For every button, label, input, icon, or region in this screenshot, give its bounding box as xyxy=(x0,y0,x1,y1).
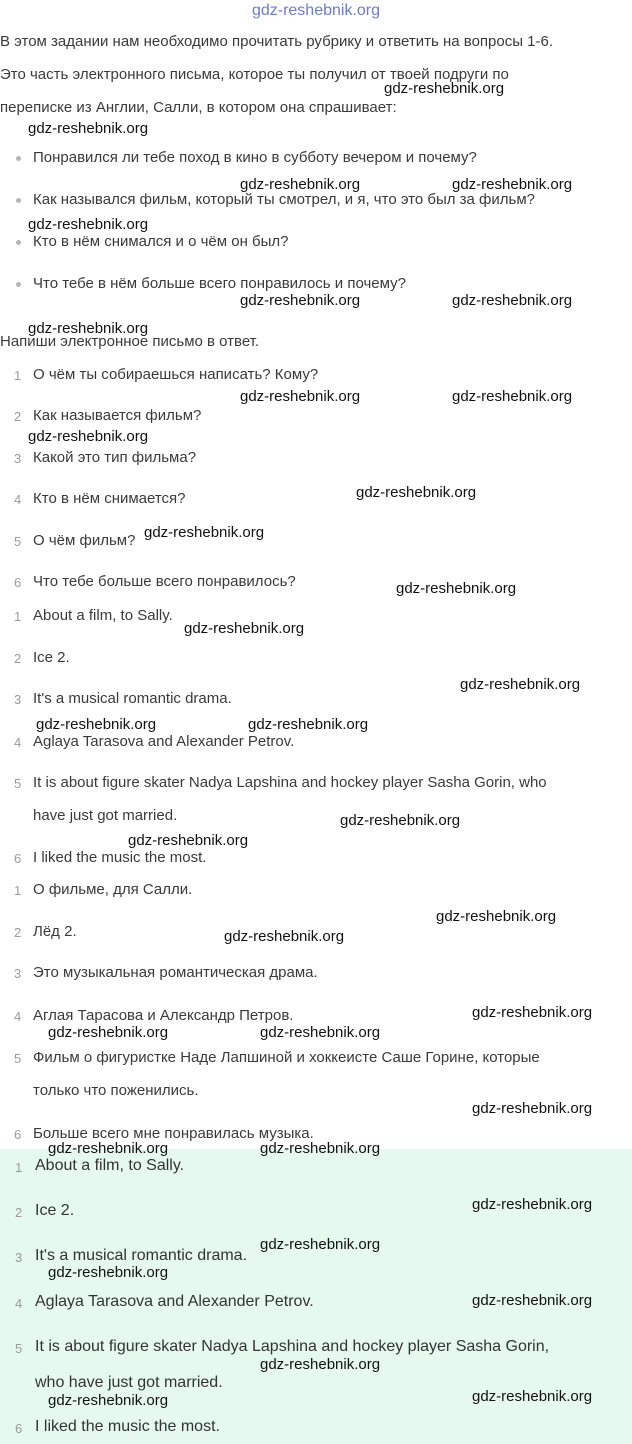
intro-line-1: В этом задании нам необходимо прочитать рубрику и ответить на вопросы 1-6. xyxy=(0,33,554,50)
final-answer-text: It is about figure skater Nadya Lapshina and hockey player Sasha Gorin, xyxy=(35,1338,550,1355)
watermark: gdz-reshebnik.org xyxy=(452,292,573,309)
answer-text: Фильм о фигуристке Наде Лапшиной и хоккеисте Саше Горине, которые xyxy=(33,1049,540,1066)
watermark: gdz-reshebnik.org xyxy=(28,428,149,445)
watermark: gdz-reshebnik.org xyxy=(240,388,361,405)
watermark: gdz-reshebnik.org xyxy=(452,388,573,405)
watermark: gdz-reshebnik.org xyxy=(460,676,581,693)
answer-text: It is about figure skater Nadya Lapshina and hockey player Sasha Gorin, who xyxy=(33,774,547,791)
final-answer-text: It's a musical romantic drama. xyxy=(35,1247,248,1264)
answer-text: Аглая Тарасова и Александр Петров. xyxy=(33,1007,294,1024)
answer-number: 6 xyxy=(14,1127,22,1142)
question-text: Что тебе больше всего понравилось? xyxy=(33,573,296,590)
watermark: gdz-reshebnik.org xyxy=(184,620,305,637)
question-number: 2 xyxy=(14,409,22,424)
bullet-item: Понравился ли тебе поход в кино в субботу вечером и почему? xyxy=(33,149,477,166)
bullet-item: Что тебе в нём больше всего понравилось и почему? xyxy=(33,275,406,292)
final-answer-text: Ice 2. xyxy=(35,1202,75,1219)
final-answer-number: 6 xyxy=(15,1421,23,1436)
answer-number: 2 xyxy=(14,651,22,666)
answer-number: 4 xyxy=(14,735,22,750)
answer-number: 2 xyxy=(14,925,22,940)
answer-text: Ice 2. xyxy=(33,649,70,666)
question-text: О чём ты собираешься написать? Кому? xyxy=(33,366,319,383)
watermark: gdz-reshebnik.org xyxy=(36,716,157,733)
watermark: gdz-reshebnik.org xyxy=(472,1004,593,1021)
watermark: gdz-reshebnik.org xyxy=(472,1292,593,1309)
watermark: gdz-reshebnik.org xyxy=(260,1024,381,1041)
answer-text: Это музыкальная романтическая драма. xyxy=(33,964,318,981)
answer-text: I liked the music the most. xyxy=(33,849,207,866)
answer-number: 3 xyxy=(14,692,22,707)
answer-number: 5 xyxy=(14,776,22,791)
answer-number: 3 xyxy=(14,966,22,981)
question-text: Как называется фильм? xyxy=(33,407,202,424)
bullet-item: Кто в нём снимался и о чём он был? xyxy=(33,233,289,250)
watermark: gdz-reshebnik.org xyxy=(28,120,149,137)
final-answer-number: 2 xyxy=(15,1205,23,1220)
question-number: 3 xyxy=(14,451,22,466)
bullet-dot-icon xyxy=(16,240,21,245)
watermark: gdz-reshebnik.org xyxy=(128,832,249,849)
final-answer-number: 1 xyxy=(15,1160,23,1175)
bullet-dot-icon xyxy=(16,156,21,161)
intro-line-3: переписке из Англии, Салли, в котором она спрашивает: xyxy=(0,99,397,116)
watermark: gdz-reshebnik.org xyxy=(260,1236,381,1253)
watermark: gdz-reshebnik.org xyxy=(396,580,517,597)
watermark: gdz-reshebnik.org xyxy=(240,292,361,309)
watermark: gdz-reshebnik.org xyxy=(224,928,345,945)
final-answer-text: Aglaya Tarasova and Alexander Petrov. xyxy=(35,1293,314,1310)
watermark: gdz-reshebnik.org xyxy=(260,1356,381,1373)
final-answer-number: 3 xyxy=(15,1250,23,1265)
answer-text-continued: только что поженились. xyxy=(33,1082,199,1099)
watermark: gdz-reshebnik.org xyxy=(240,176,361,193)
question-number: 4 xyxy=(14,492,22,507)
answer-text: It's a musical romantic drama. xyxy=(33,690,232,707)
answer-number: 1 xyxy=(14,609,22,624)
watermark: gdz-reshebnik.org xyxy=(472,1100,593,1117)
watermark: gdz-reshebnik.org xyxy=(48,1264,169,1281)
watermark: gdz-reshebnik.org xyxy=(248,716,369,733)
answer-text: Aglaya Tarasova and Alexander Petrov. xyxy=(33,733,295,750)
watermark: gdz-reshebnik.org xyxy=(356,484,477,501)
final-answer-number: 4 xyxy=(15,1296,23,1311)
site-header-link[interactable]: gdz-reshebnik.org xyxy=(251,2,381,19)
watermark: gdz-reshebnik.org xyxy=(384,80,505,97)
question-number: 6 xyxy=(14,575,22,590)
answer-text: Лёд 2. xyxy=(33,923,77,940)
answer-number: 5 xyxy=(14,1051,22,1066)
final-answer-text: I liked the music the most. xyxy=(35,1418,220,1435)
watermark: gdz-reshebnik.org xyxy=(340,812,461,829)
answer-number: 4 xyxy=(14,1009,22,1024)
final-answer-text: About a film, to Sally. xyxy=(35,1157,185,1174)
question-text: Какой это тип фильма? xyxy=(33,449,197,466)
instruction: Напиши электронное письмо в ответ. xyxy=(0,333,260,350)
answer-text-continued: have just got married. xyxy=(33,807,178,824)
answer-text: About a film, to Sally. xyxy=(33,607,173,624)
bullet-dot-icon xyxy=(16,282,21,287)
watermark: gdz-reshebnik.org xyxy=(28,320,149,337)
answer-number: 6 xyxy=(14,851,22,866)
watermark: gdz-reshebnik.org xyxy=(48,1140,169,1157)
question-number: 1 xyxy=(14,368,22,383)
final-answer-number: 5 xyxy=(15,1341,23,1356)
watermark: gdz-reshebnik.org xyxy=(260,1140,381,1157)
question-text: О чём фильм? xyxy=(33,532,136,549)
watermark: gdz-reshebnik.org xyxy=(452,176,573,193)
bullet-item: Как назывался фильм, который ты смотрел, и я, что это был за фильм? xyxy=(33,191,535,208)
question-text: Кто в нём снимается? xyxy=(33,490,186,507)
bullet-dot-icon xyxy=(16,198,21,203)
answer-text: Больше всего мне понравилась музыка. xyxy=(33,1125,314,1142)
watermark: gdz-reshebnik.org xyxy=(472,1196,593,1213)
intro-line-2: Это часть электронного письма, которое ты получил от твоей подруги по xyxy=(0,66,509,83)
watermark: gdz-reshebnik.org xyxy=(144,524,265,541)
final-answer-text-continued: who have just got married. xyxy=(35,1374,223,1391)
watermark: gdz-reshebnik.org xyxy=(48,1024,169,1041)
question-number: 5 xyxy=(14,534,22,549)
watermark: gdz-reshebnik.org xyxy=(436,908,557,925)
answer-text: О фильме, для Салли. xyxy=(33,881,193,898)
watermark: gdz-reshebnik.org xyxy=(28,216,149,233)
watermark: gdz-reshebnik.org xyxy=(48,1392,169,1409)
answer-number: 1 xyxy=(14,883,22,898)
watermark: gdz-reshebnik.org xyxy=(472,1388,593,1405)
